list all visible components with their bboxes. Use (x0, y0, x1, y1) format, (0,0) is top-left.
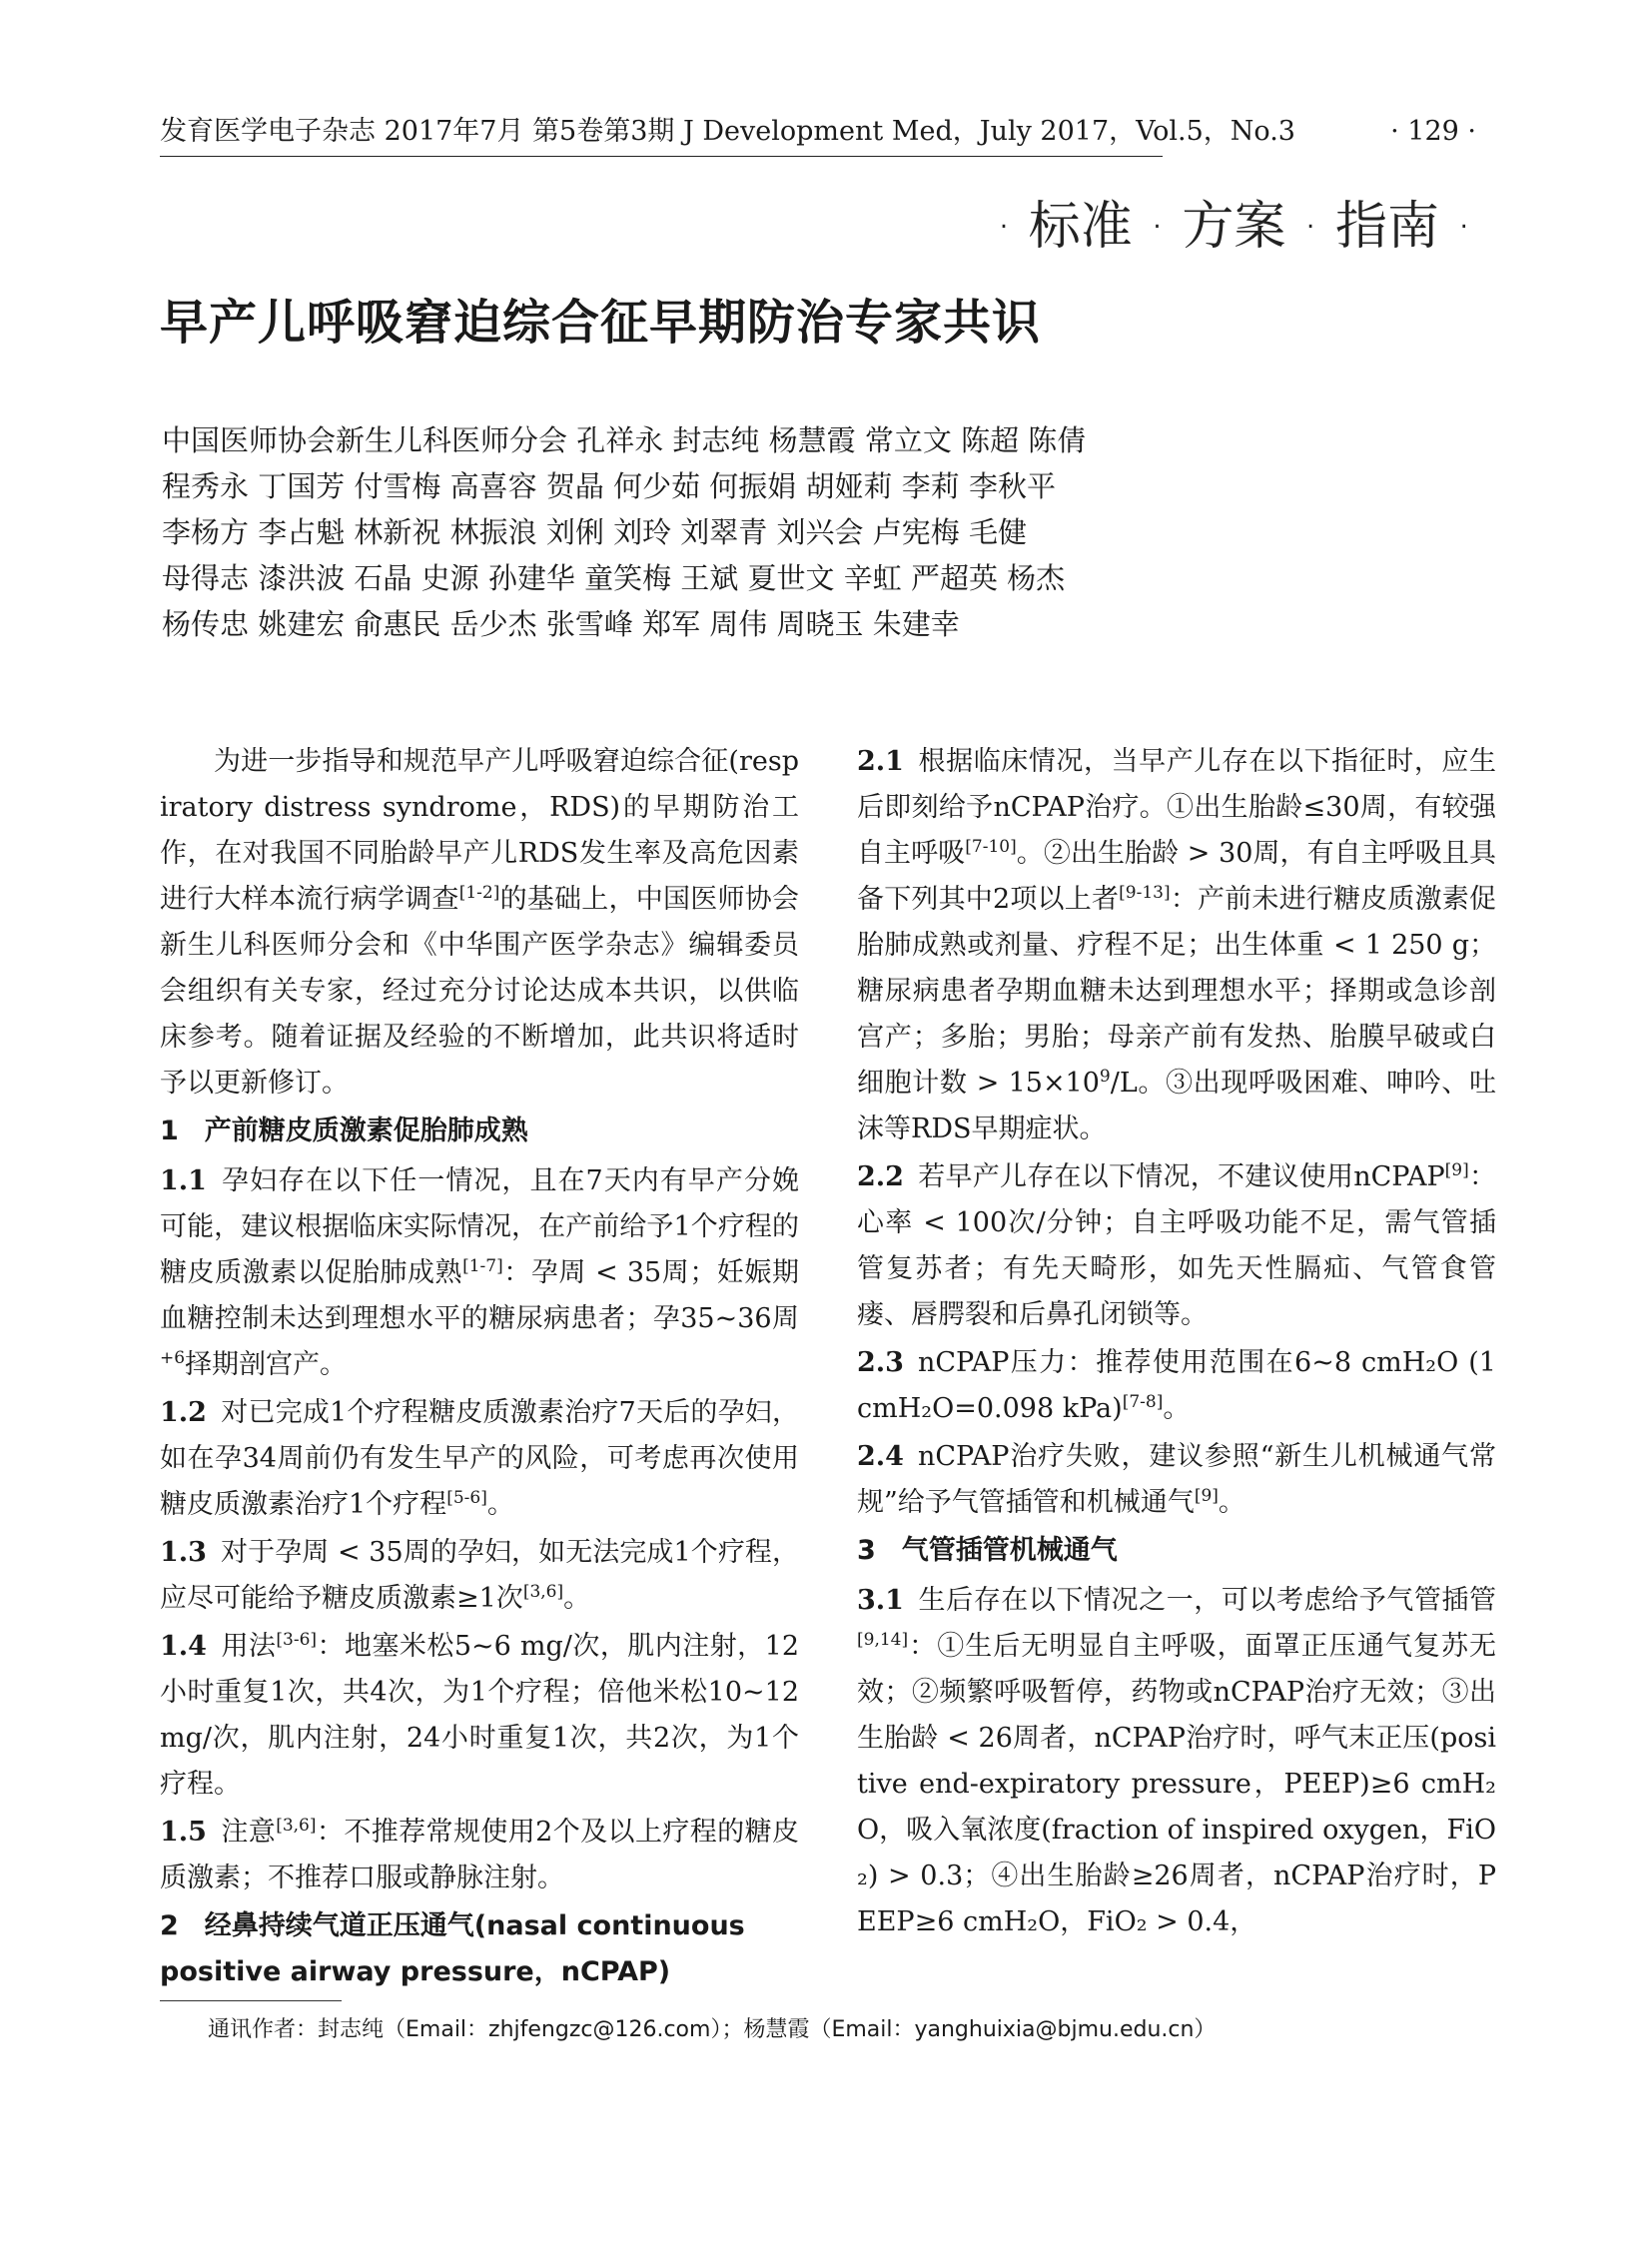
section-number: 2 (160, 1910, 179, 1941)
clause-text: 若早产儿存在以下情况，不建议使用nCPAP (917, 1161, 1445, 1192)
section-heading-1 (160, 1109, 799, 1154)
clause-number: 2.2 (857, 1161, 904, 1192)
clause-text: nCPAP压力：推荐使用范围在6~8 cmH₂O (1 cmH₂O=0.098 kPa) (857, 1347, 1496, 1424)
superscript: +6 (160, 1348, 186, 1368)
citation: [5-6] (446, 1488, 487, 1508)
clause-text: ：①生后无明显自主呼吸，面罩正压通气复苏无效；②频繁呼吸暂停，药物或nCPAP治疗无效；③出生胎龄 < 26周者，nCPAP治疗时，呼气末正压(positive end-expiratory pressure，PEEP)≥6 cmH₂O，吸入氧浓度(fraction of inspired oxygen，FiO₂) > 0.3；④出生胎龄≥26周者，nCPAP治疗时，PEEP≥6 cmH₂O，FiO₂ > 0.4， (857, 1631, 1496, 1937)
citation: [9,14] (857, 1630, 909, 1650)
paragraph-2-1 (857, 739, 1496, 1152)
section-heading-2 (160, 1903, 799, 1995)
clause-text: 生后存在以下情况之一，可以考虑给予气管插管 (917, 1585, 1496, 1616)
paragraph-2-3 (857, 1340, 1496, 1432)
section-title: 经鼻持续气道正压通气(nasal continuous positive airway pressure，nCPAP) (160, 1910, 745, 1987)
clause-number: 2.4 (857, 1441, 904, 1472)
clause-text: 根据临床情况，当早产儿存在以下指征时，应生后即刻给予nCPAP治疗。①出生胎龄≤30周，有较强自主呼吸 (857, 746, 1496, 869)
clause-text: ：孕周 < 35周；妊娠期血糖控制未达到理想水平的糖尿病患者；孕35~36周 (160, 1257, 799, 1334)
right-column (857, 739, 1496, 1947)
citation: [7-8] (1122, 1392, 1164, 1412)
clause-text: ：心率 < 100次/分钟；自主呼吸功能不足，需气管插管复苏者；有先天畸形，如先天性膈疝、气管食管瘘、唇腭裂和后鼻孔闭锁等。 (857, 1161, 1497, 1330)
author-line: 母得志 漆洪波 石晶 史源 孙建华 童笑梅 王斌 夏世文 辛虹 严超英 杨杰 (162, 561, 1066, 595)
intro-paragraph (160, 739, 799, 1107)
author-list (162, 417, 1510, 647)
clause-text: 。②出生胎龄 > 30周，有自主呼吸且具备下列其中2项以上者 (857, 838, 1496, 915)
paragraph-1-2 (160, 1390, 799, 1528)
clause-number: 1.5 (160, 1817, 207, 1848)
clause-text: 对于孕周 < 35周的孕妇，如无法完成1个疗程，应尽可能给予糖皮质激素≥1次 (160, 1537, 799, 1614)
citation: [3,6] (276, 1816, 317, 1836)
intro-text: 的基础上，中国医师协会新生儿科医师分会和《中华围产医学杂志》编辑委员会组织有关专家，经过充分讨论达成本共识，以供临床参考。随着证据及经验的不断增加，此共识将适时予以更新修订。 (160, 884, 800, 1099)
citation: [7-10] (965, 837, 1017, 857)
paragraph-1-1 (160, 1158, 799, 1388)
clause-number: 1.2 (160, 1397, 207, 1428)
clause-number: 1.3 (160, 1537, 207, 1568)
paragraph-1-4 (160, 1624, 799, 1808)
section-heading-3 (857, 1528, 1496, 1574)
clause-text: 注意 (220, 1817, 277, 1848)
paragraph-1-3 (160, 1530, 799, 1622)
citation: [1-2] (458, 883, 500, 903)
clause-text: 。 (563, 1583, 591, 1614)
citation: [9-13] (1119, 883, 1171, 903)
clause-text: 。 (1218, 1487, 1245, 1518)
footnote-divider (160, 2000, 342, 2001)
citation: [3,6] (522, 1582, 564, 1602)
section-number: 3 (857, 1535, 876, 1566)
paragraph-3-1 (857, 1578, 1496, 1945)
intro-text: 为进一步指导和规范早产儿呼吸窘迫综合征(respiratory distress syndrome，RDS)的早期防治工作，在对我国不同胎龄早产儿RDS发生率及高危因素进行大样本流行病学调查 (160, 746, 799, 915)
corresponding-author-footnote: 通讯作者：封志纯（Email：zhjfengzc@126.com）；杨慧霞（Email：yanghuixia@bjmu.edu.cn） (208, 2017, 1217, 2042)
citation: [1-7] (462, 1256, 503, 1276)
section-banner: · 标准 · 方案 · 指南 · (995, 197, 1472, 257)
page-number: · 129 · (1390, 116, 1476, 147)
clause-number: 1.4 (160, 1631, 207, 1662)
section-title: 气管插管机械通气 (901, 1535, 1118, 1566)
clause-text: nCPAP治疗失败，建议参照“新生儿机械通气常规”给予气管插管和机械通气 (857, 1441, 1496, 1518)
clause-number: 3.1 (857, 1585, 904, 1616)
clause-text: /L。③出现呼吸困难、呻吟、吐沫等RDS早期症状。 (857, 1068, 1496, 1144)
left-column (160, 739, 799, 1999)
clause-text: 。 (486, 1489, 514, 1520)
section-title: 产前糖皮质激素促胎肺成熟 (204, 1116, 528, 1146)
clause-number: 1.1 (160, 1165, 207, 1196)
paragraph-2-4 (857, 1434, 1496, 1526)
running-head: 发育医学电子杂志 2017年7月 第5卷第3期 J Development Med，July 2017，Vol.5，No.3 (160, 112, 1163, 157)
author-line: 李杨方 李占魁 林新祝 林振浪 刘俐 刘玲 刘翠青 刘兴会 卢宪梅 毛健 (162, 515, 1027, 549)
clause-text: ：产前未进行糖皮质激素促胎肺成熟或剂量、疗程不足；出生体重 < 1 250 g；糖尿病患者孕期血糖未达到理想水平；择期或急诊剖宫产；多胎；男胎；母亲产前有发热、胎膜早破或白细胞计数 > 15×10 (857, 884, 1496, 1099)
clause-number: 2.1 (857, 746, 904, 777)
citation: [9] (1444, 1160, 1469, 1180)
author-line: 程秀永 丁国芳 付雪梅 高喜容 贺晶 何少茹 何振娟 胡娅莉 李莉 李秋平 (162, 469, 1056, 503)
clause-text: 用法 (220, 1631, 277, 1662)
paragraph-2-2 (857, 1154, 1496, 1338)
author-line: 中国医师协会新生儿科医师分会 孔祥永 封志纯 杨慧霞 常立文 陈超 陈倩 (162, 423, 1087, 457)
superscript: 9 (1099, 1067, 1111, 1087)
citation: [3-6] (276, 1630, 318, 1650)
clause-text: 对已完成1个疗程糖皮质激素治疗7天后的孕妇，如在孕34周前仍有发生早产的风险，可考虑再次使用糖皮质激素治疗1个疗程 (160, 1397, 799, 1520)
clause-text: 。 (1163, 1393, 1191, 1424)
paragraph-1-5 (160, 1810, 799, 1901)
article-title: 早产儿呼吸窘迫综合征早期防治专家共识 (160, 295, 1042, 351)
clause-text: 择期剖宫产。 (185, 1349, 348, 1380)
section-number: 1 (160, 1116, 179, 1146)
clause-number: 2.3 (857, 1347, 904, 1378)
clause-text: 孕妇存在以下任一情况，且在7天内有早产分娩可能，建议根据临床实际情况，在产前给予1个疗程的糖皮质激素以促胎肺成熟 (160, 1165, 799, 1288)
clause-text: ：地塞米松5~6 mg/次，肌内注射，12小时重复1次，共4次，为1个疗程；倍他米松10~12 mg/次，肌内注射，24小时重复1次，共2次，为1个疗程。 (160, 1631, 800, 1800)
clause-text: ：不推荐常规使用2个及以上疗程的糖皮质激素；不推荐口服或静脉注射。 (160, 1817, 799, 1893)
citation: [9] (1194, 1486, 1219, 1506)
author-line: 杨传忠 姚建宏 俞惠民 岳少杰 张雪峰 郑军 周伟 周晓玉 朱建幸 (162, 607, 960, 641)
